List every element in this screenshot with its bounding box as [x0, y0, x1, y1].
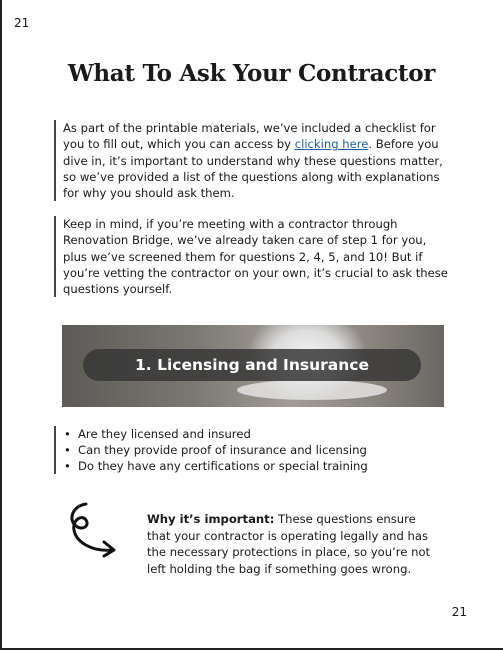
curly-arrow-icon	[64, 498, 126, 560]
section-banner	[62, 325, 444, 407]
checklist-link[interactable]: clicking here	[294, 137, 369, 152]
questions-list	[54, 426, 449, 474]
list-item: • Do they have any certifications or special training	[64, 458, 449, 474]
intro-text-end: . Before you dive in, it’s important to understand why these questions matter, so we’ve provided a list of the questions along with explanations for why you should ask them.	[63, 137, 443, 201]
note-paragraph: Keep in mind, if you’re meeting with a contractor through Renovation Bridge, we’ve already taken care of step 1 for you, plus we’ve screened them for questions 2, 4, 5, and 10! But if you’re vetting the contractor on your own, it’s crucial to ask these questions yourself.	[54, 216, 448, 297]
intro-paragraph	[54, 120, 448, 201]
page-number-bottom: 21	[451, 605, 467, 619]
why-important-text	[147, 511, 439, 577]
why-important-label: Why it’s important:	[147, 512, 275, 526]
list-item: • Can they provide proof of insurance and licensing	[64, 442, 449, 458]
page-number-top: 21	[14, 16, 30, 30]
hard-hat-image	[237, 380, 387, 400]
why-important-body: These questions ensure that your contractor is operating legally and has the necessary protections in place, so you’re not left holding the bag if something goes wrong.	[147, 512, 431, 576]
intro-text-start: As part of the printable materials, we’ve included a checklist for you to fill out, which you can access by	[63, 121, 436, 152]
page-title: What To Ask Your Contractor	[67, 60, 436, 87]
list-item: • Are they licensed and insured	[64, 426, 449, 442]
section-heading: 1. Licensing and Insurance	[83, 349, 421, 381]
